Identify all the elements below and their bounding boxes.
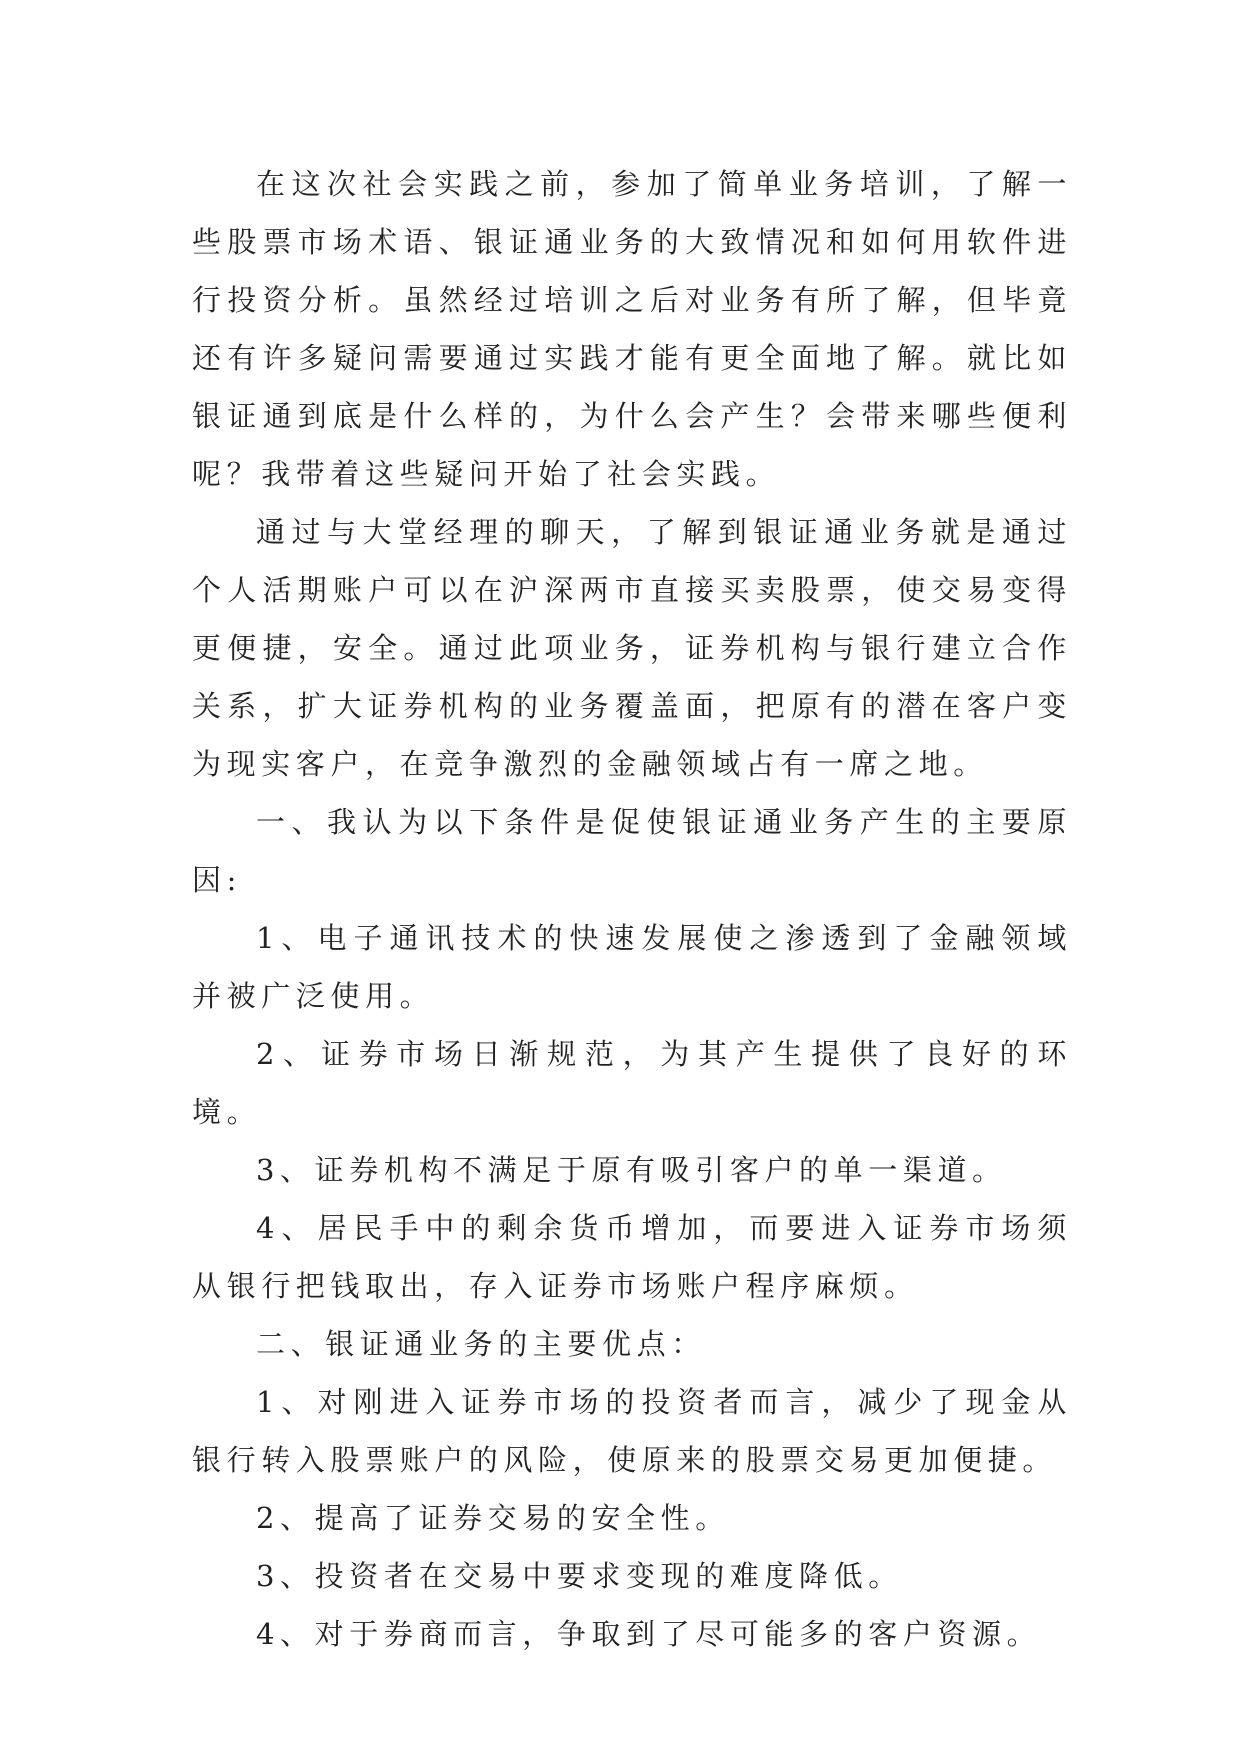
section-heading-advantages: 二、银证通业务的主要优点： <box>256 1327 706 1361</box>
list-item-advantage-1: 1、对刚进入证券市场的投资者而言，减少了现金从银行转入股票账户的风险，使原来的股票交易更加便捷。 <box>192 1385 1072 1477</box>
list-item-advantage-2: 2、提高了证券交易的安全性。 <box>256 1501 730 1535</box>
list-item-advantage-4: 4、对于券商而言，争取到了尽可能多的客户资源。 <box>256 1617 1042 1651</box>
list-item-advantage-3: 3、投资者在交易中要求变现的难度降低。 <box>256 1559 903 1593</box>
list-item-reason-1: 1、电子通讯技术的快速发展使之渗透到了金融领域并被广泛使用。 <box>192 921 1072 1013</box>
list-item-reason-3: 3、证券机构不满足于原有吸引客户的单一渠道。 <box>256 1153 1007 1187</box>
section-heading-reasons: 一、我认为以下条件是促使银证通业务产生的主要原因: <box>192 805 1072 897</box>
list-item-reason-2: 2、证券市场日渐规范，为其产生提供了良好的环境。 <box>192 1037 1072 1129</box>
paragraph-yinzhengtong-definition: 通过与大堂经理的聊天，了解到银证通业务就是通过个人活期账户可以在沪深两市直接买卖股票，使交易变得更便捷，安全。通过此项业务，证券机构与银行建立合作关系，扩大证券机构的业务覆盖面，把原有的潜在客户变为现实客户，在竞争激烈的金融领域占有一席之地。 <box>192 515 1072 781</box>
list-item-reason-4: 4、居民手中的剩余货币增加，而要进入证券市场须从银行把钱取出，存入证券市场账户程序麻烦。 <box>192 1211 1072 1303</box>
document-body <box>192 155 1072 1663</box>
paragraph-practice-intro: 在这次社会实践之前，参加了简单业务培训，了解一些股票市场术语、银证通业务的大致情况和如何用软件进行投资分析。虽然经过培训之后对业务有所了解，但毕竟还有许多疑问需要通过实践才能有更全面地了解。就比如银证通到底是什么样的，为什么会产生？会带来哪些便利呢？我带着这些疑问开始了社会实践。 <box>192 167 1072 491</box>
